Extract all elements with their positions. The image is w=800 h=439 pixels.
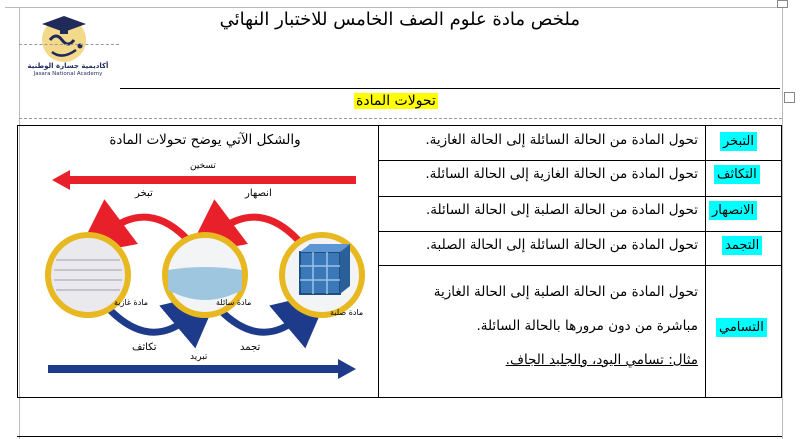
section-dashed-line (19, 118, 782, 119)
definition-evaporation: تحول المادة من الحالة السائلة إلى الحالة الغازية. (425, 132, 698, 148)
table-divider-figure (378, 125, 379, 398)
figure-caption: والشكل الآتي يوضح تحولات المادة (109, 132, 301, 148)
table-bottom (17, 397, 782, 398)
definition-condensation: تحول المادة من الحالة الغازية إلى الحالة السائلة. (425, 166, 698, 182)
bottom-line-2 (17, 436, 782, 437)
label-gas: مادة غازية (114, 298, 149, 307)
term-melting: الانصهار (709, 201, 757, 220)
label-liquid: مادة سائلة (216, 298, 252, 307)
row-line-1 (378, 160, 782, 161)
logo-text-en: Jasara National Academy (33, 71, 103, 77)
corner-mark-icon (777, 0, 788, 8)
term-freezing: التجمد (722, 236, 762, 255)
label-evaporation: تبخر (135, 188, 153, 199)
sublimation-line-2: مباشرة من دون مرورها بالحالة السائلة. (476, 318, 698, 334)
label-melting: انصهار (245, 188, 272, 199)
row-line-4 (378, 265, 782, 266)
definition-freezing: تحول المادة من الحالة السائلة إلى الحالة الصلبة. (426, 237, 698, 253)
title-dashed-line (19, 44, 119, 45)
row-line-3 (378, 231, 782, 232)
page-border-left (19, 7, 20, 439)
term-sublimation: التسامي (716, 318, 767, 337)
term-condensation: التكاثف (714, 165, 760, 184)
title-underline (120, 88, 780, 89)
label-heating: تسخين (190, 161, 216, 171)
table-right (781, 125, 782, 398)
states-of-matter-figure (40, 160, 370, 390)
label-solid: مادة صلبة (330, 308, 364, 317)
table-top (17, 125, 782, 126)
page-border-top (5, 7, 783, 8)
side-mark-icon (784, 92, 795, 103)
logo-text-ar: أكاديمية جسارة الوطنية (27, 62, 109, 70)
page-border-right (782, 7, 783, 439)
section-title: تحولات المادة (356, 93, 436, 109)
table-left (17, 125, 18, 398)
label-freezing: تجمد (240, 342, 261, 353)
sublimation-line-1: تحول المادة من الحالة الصلبة إلى الحالة الغازية (433, 284, 698, 300)
term-evaporation: التبخر (720, 132, 757, 151)
table-divider-term (705, 125, 706, 398)
definition-melting: تحول المادة من الحالة الصلبة إلى الحالة السائلة. (426, 202, 698, 218)
label-cooling: تبريد (190, 352, 208, 362)
label-condensation: تكاثف (132, 342, 157, 353)
row-line-2 (378, 196, 782, 197)
page-title: ملخص مادة علوم الصف الخامس للاختبار النهائي (219, 9, 580, 30)
sublimation-example: مثال: تسامي اليود، والجليد الجاف. (505, 352, 698, 368)
